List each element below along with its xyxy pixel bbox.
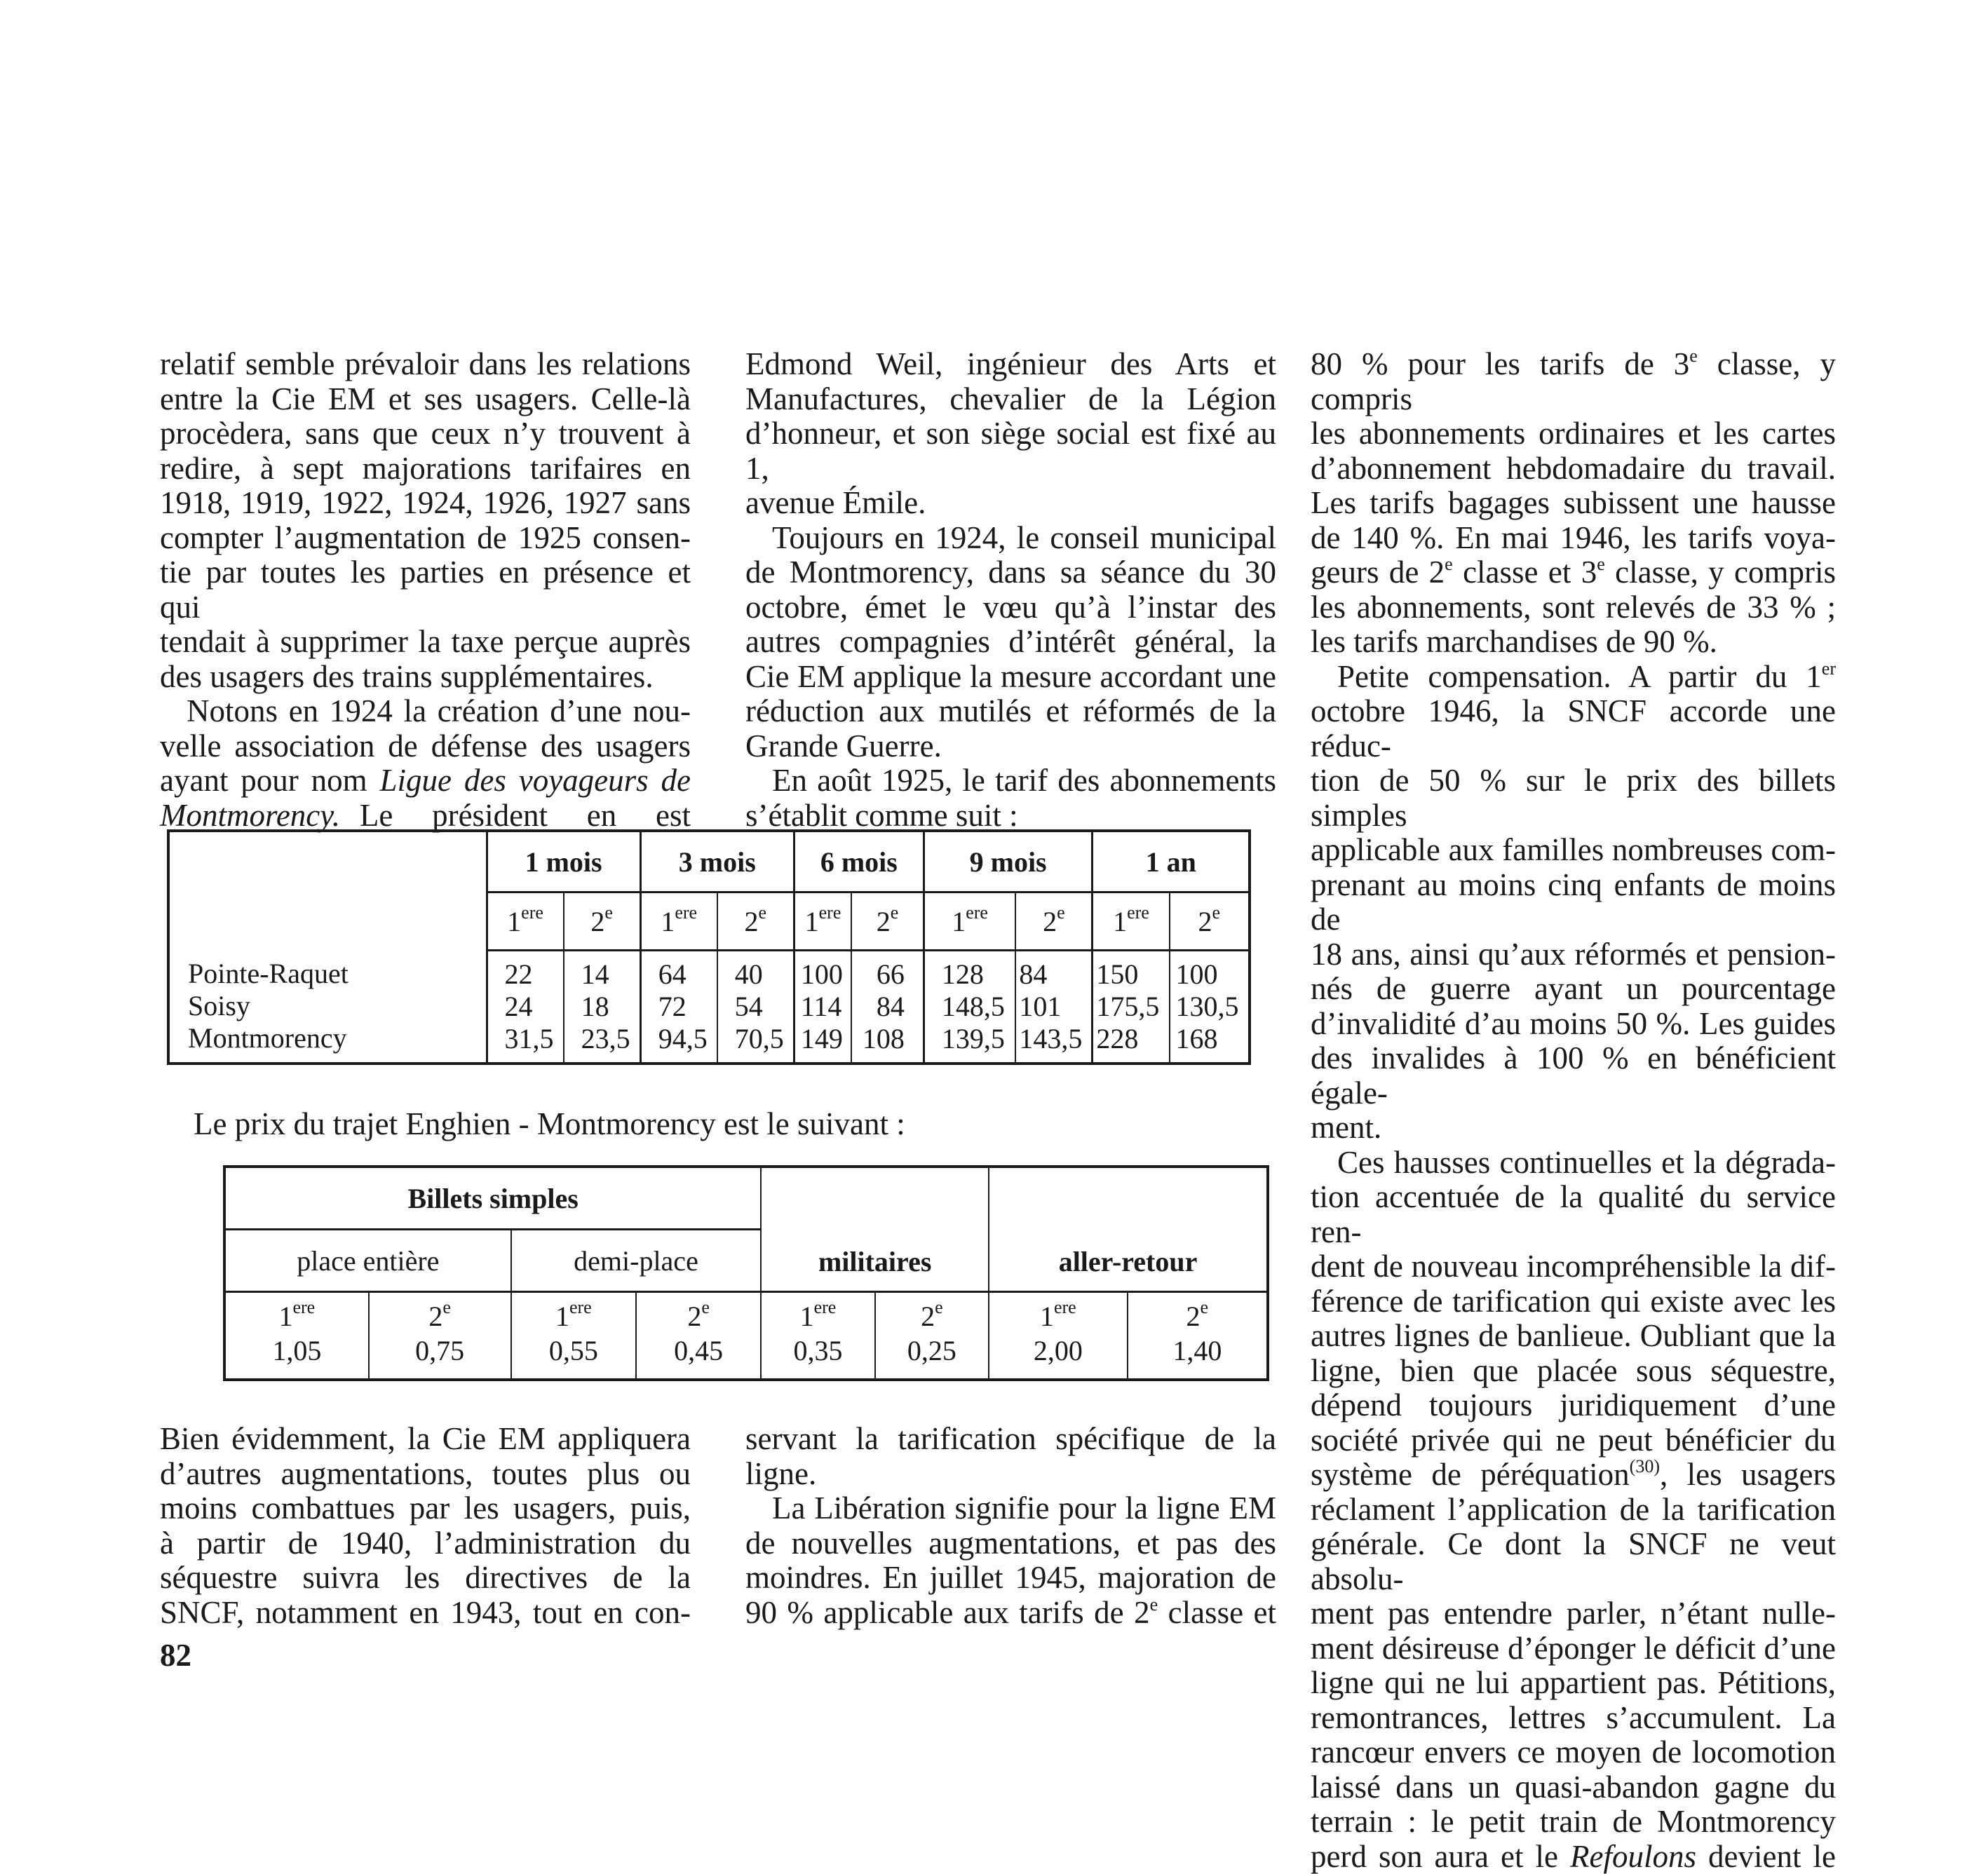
text-line: de 140 %. En mai 1946, les tarifs voya- (1311, 521, 1836, 556)
text-line: ment. (1311, 1111, 1836, 1146)
superscript: ere (819, 902, 841, 923)
price-cell: 128 (942, 958, 1010, 991)
text-line: autres lignes de banlieue. Oubliant que la (1311, 1319, 1836, 1354)
text-line: d’invalidité d’au moins 50 %. Les guides (1311, 1007, 1836, 1042)
price-cell: 0,35 (761, 1333, 874, 1380)
text-line: d’autres augmentations, toutes plus ou (160, 1457, 691, 1492)
class-header (369, 1292, 511, 1334)
class-number: 2 (921, 1301, 935, 1332)
billets-simples-header: Billets simples (224, 1167, 761, 1230)
text-line: générale. Ce dont la SNCF ne veut absolu- (1311, 1527, 1836, 1596)
station-name: Pointe-Raquet (188, 958, 486, 990)
text-span: , les usagers (1660, 1457, 1836, 1492)
text-line: octobre, émet le vœu qu’à l’instar des (745, 590, 1276, 625)
price-cell: 100 (1176, 958, 1244, 991)
station-name: Soisy (188, 990, 486, 1022)
price-cell: 72 (658, 991, 712, 1023)
subscription-tariff-table (167, 829, 1251, 1065)
text-line: férence de tarification qui existe avec les (1311, 1284, 1836, 1319)
superscript: e (1689, 346, 1698, 366)
page-number: 82 (160, 1637, 191, 1673)
text-line: de nouvelles augmentations, et pas des (745, 1526, 1276, 1561)
superscript: e (701, 1297, 710, 1317)
superscript: e (1201, 1297, 1209, 1317)
text-line: avenue Émile. (745, 486, 1276, 521)
price-cell: 24 (505, 991, 559, 1023)
text-line: moins combattues par les usagers, puis, (160, 1491, 691, 1526)
class-header (1093, 892, 1170, 951)
superscript: ere (1054, 1297, 1076, 1317)
text-span: 80 % pour les tarifs de 3 (1311, 346, 1689, 381)
italic-title: Montmorency. (160, 798, 340, 833)
superscript: ere (1127, 902, 1149, 923)
superscript: ere (569, 1297, 592, 1317)
price-column (924, 951, 1015, 1064)
text-line: applicable aux familles nombreuses com- (1311, 833, 1836, 868)
column-1-top (160, 347, 691, 833)
text-line: les abonnements, sont relevés de 33 % ; (1311, 590, 1836, 625)
text-line: tion accentuée de la qualité du service ren- (1311, 1180, 1836, 1249)
superscript: ere (966, 902, 988, 923)
militaires-header: militaires (761, 1167, 989, 1292)
price-column (717, 951, 794, 1064)
text-line: terrain : le petit train de Montmorency (1311, 1805, 1836, 1840)
class-header (640, 892, 717, 951)
table-corner (168, 831, 487, 951)
price-column (564, 951, 641, 1064)
class-number: 1 (507, 906, 521, 937)
table-caption: Le prix du trajet Enghien - Montmorency est le suivant : (194, 1106, 905, 1141)
superscript: e (759, 902, 767, 923)
price-cell: 0,55 (511, 1333, 636, 1380)
period-header: 1 mois (487, 831, 640, 892)
price-cell: 130,5 (1176, 991, 1244, 1023)
superscript: e (1445, 554, 1453, 574)
price-cell: 2,00 (989, 1333, 1128, 1380)
price-cell: 18 (581, 991, 635, 1023)
price-cell: 84 (1019, 958, 1087, 991)
price-cell: 0,25 (875, 1333, 989, 1380)
text-line: prenant au moins cinq enfants de moins de (1311, 868, 1836, 937)
price-column (640, 951, 717, 1064)
class-header (636, 1292, 761, 1334)
text-span: classe, y compris (1311, 346, 1836, 416)
class-header (989, 1292, 1128, 1334)
text-line: Notons en 1924 la création d’une nou- (160, 694, 691, 729)
text-line (1311, 555, 1836, 590)
price-cell: 149 (801, 1023, 846, 1055)
price-cell: 168 (1176, 1023, 1244, 1055)
text-span: devient le (1696, 1839, 1836, 1874)
text-span: geurs de 2 (1311, 555, 1445, 590)
text-line: moindres. En juillet 1945, majoration de (745, 1561, 1276, 1596)
price-cell: 64 (658, 958, 712, 991)
text-line: à partir de 1940, l’administration du (160, 1526, 691, 1561)
price-cell: 148,5 (942, 991, 1010, 1023)
price-cell: 84 (858, 991, 905, 1023)
superscript: ere (521, 902, 543, 923)
text-line: ligne, bien que placée sous séquestre, (1311, 1354, 1836, 1389)
text-span: système de péréquation (1311, 1457, 1630, 1492)
period-header: 6 mois (794, 831, 924, 892)
text-line: remontrances, lettres s’accumulent. La (1311, 1701, 1836, 1736)
column-1-bottom (160, 1422, 691, 1630)
text-line: compter l’augmentation de 1925 consen- (160, 521, 691, 556)
text-line: ligne qui ne lui appartient pas. Pétitions, (1311, 1666, 1836, 1701)
text-line: les abonnements ordinaires et les cartes (1311, 416, 1836, 451)
text-line: En août 1925, le tarif des abonnements (745, 763, 1276, 799)
class-number: 2 (1186, 1301, 1201, 1332)
superscript: ere (675, 902, 697, 923)
period-header: 9 mois (924, 831, 1093, 892)
text-line (160, 799, 691, 834)
text-line: autres compagnies d’intérêt général, la (745, 625, 1276, 660)
price-column (1015, 951, 1093, 1064)
enghien-montmorency-price-table (223, 1165, 1269, 1381)
class-number: 2 (590, 906, 604, 937)
text-line: Cie EM applique la mesure accordant une (745, 660, 1276, 695)
superscript: e (935, 1297, 943, 1317)
price-column (794, 951, 851, 1064)
price-cell: 70,5 (735, 1023, 789, 1055)
italic-word: Refoulons (1570, 1839, 1696, 1874)
class-number: 1 (952, 906, 966, 937)
superscript: e (1212, 902, 1220, 923)
superscript: ere (814, 1297, 837, 1317)
text-line: SNCF, notamment en 1943, tout en con- (160, 1596, 691, 1631)
text-span: classe, y compris (1605, 555, 1836, 590)
period-header: 3 mois (640, 831, 794, 892)
station-names (168, 951, 487, 1064)
superscript: e (1597, 554, 1605, 574)
class-header (224, 1292, 369, 1334)
station-name: Montmorency (188, 1022, 486, 1054)
text-line: Ces hausses continuelles et la dégrada- (1311, 1146, 1836, 1181)
text-line (1311, 347, 1836, 416)
text-line: redire, à sept majorations tarifaires en (160, 451, 691, 487)
price-cell: 228 (1096, 1023, 1164, 1055)
column-2-bottom (745, 1422, 1276, 1630)
text-line: 18 ans, ainsi qu’aux réformés et pension- (1311, 937, 1836, 972)
text-line: d’honneur, et son siège social est fixé au 1, (745, 416, 1276, 486)
price-cell: 0,75 (369, 1333, 511, 1380)
price-cell: 14 (581, 958, 635, 991)
superscript: e (891, 902, 899, 923)
text-line: Toujours en 1924, le conseil municipal (745, 521, 1276, 556)
price-cell: 1,40 (1128, 1333, 1268, 1380)
price-cell: 143,5 (1019, 1023, 1087, 1055)
text-line: ment désireuse d’éponger le déficit d’une (1311, 1631, 1836, 1666)
text-line: entre la Cie EM et ses usagers. Celle-là (160, 382, 691, 417)
text-line: octobre 1946, la SNCF accorde une réduc- (1311, 694, 1836, 763)
text-span: Petite compensation. A partir du 1 (1337, 659, 1822, 694)
price-cell: 114 (801, 991, 846, 1023)
class-header (511, 1292, 636, 1334)
class-number: 2 (745, 906, 759, 937)
class-number: 1 (800, 1301, 814, 1332)
price-cell: 150 (1096, 958, 1164, 991)
text-line: d’abonnement hebdomadaire du travail. (1311, 451, 1836, 487)
price-cell: 0,45 (636, 1333, 761, 1380)
class-header (564, 892, 641, 951)
price-cell: 139,5 (942, 1023, 1010, 1055)
price-cell: 175,5 (1096, 991, 1164, 1023)
class-header (1128, 1292, 1268, 1334)
price-cell: 101 (1019, 991, 1087, 1023)
text-line: tie par toutes les parties en présence et qui (160, 555, 691, 625)
text-line: société privée qui ne peut bénéficier du (1311, 1423, 1836, 1458)
text-line: Grande Guerre. (745, 729, 1276, 764)
class-header (875, 1292, 989, 1334)
price-cell: 40 (735, 958, 789, 991)
price-cell: 94,5 (658, 1023, 712, 1055)
text-span: perd son aura et le (1311, 1839, 1570, 1874)
text-line: dent de nouveau incompréhensible la dif- (1311, 1249, 1836, 1284)
text-line: dépend toujours juridiquement d’une (1311, 1388, 1836, 1423)
price-cell: 23,5 (581, 1023, 635, 1055)
price-cell: 22 (505, 958, 559, 991)
class-number: 2 (1043, 906, 1057, 937)
class-header (487, 892, 564, 951)
class-number: 1 (555, 1301, 569, 1332)
class-header (794, 892, 851, 951)
text-line: tendait à supprimer la taxe perçue auprès (160, 625, 691, 660)
class-number: 1 (805, 906, 819, 937)
text-line: laissé dans un quasi-abandon gagne du (1311, 1770, 1836, 1805)
class-number: 2 (877, 906, 891, 937)
text-line: ment pas entendre parler, n’étant nulle- (1311, 1596, 1836, 1631)
text-line: La Libération signifie pour la ligne EM (745, 1491, 1276, 1526)
class-number: 2 (687, 1301, 701, 1332)
superscript: e (442, 1297, 451, 1317)
text-line (1311, 660, 1836, 695)
class-header (761, 1292, 874, 1334)
price-cell: 31,5 (505, 1023, 559, 1055)
price-column (1093, 951, 1170, 1064)
superscript: ere (292, 1297, 315, 1317)
text-line: velle association de défense des usagers (160, 729, 691, 764)
text-line: Manufactures, chevalier de la Légion (745, 382, 1276, 417)
text-span: ayant pour nom (160, 763, 380, 798)
price-cell: 54 (735, 991, 789, 1023)
text-line: servant la tarification spécifique de la (745, 1422, 1276, 1457)
text-line: Les tarifs bagages subissent une hausse (1311, 486, 1836, 521)
footnote-ref: (30) (1630, 1456, 1660, 1476)
superscript: e (1150, 1594, 1158, 1615)
class-header (1015, 892, 1093, 951)
text-line: procèdera, sans que ceux n’y trouvent à (160, 416, 691, 451)
text-span: Le président en est (340, 798, 691, 833)
text-line: rancœur envers ce moyen de locomotion (1311, 1735, 1836, 1770)
column-3 (1311, 347, 1836, 1874)
price-cell: 100 (801, 958, 846, 991)
text-line: s’établit comme suit : (745, 799, 1276, 834)
class-header (1170, 892, 1250, 951)
superscript: er (1822, 658, 1836, 679)
text-line (1311, 1458, 1836, 1493)
text-line: les tarifs marchandises de 90 %. (1311, 625, 1836, 660)
text-line: de Montmorency, dans sa séance du 30 (745, 555, 1276, 590)
place-entiere-header: place entière (224, 1230, 511, 1292)
price-cell: 108 (858, 1023, 905, 1055)
price-column (1170, 951, 1250, 1064)
text-line: 1918, 1919, 1922, 1924, 1926, 1927 sans (160, 486, 691, 521)
demi-place-header: demi-place (511, 1230, 762, 1292)
price-column (851, 951, 924, 1064)
text-line: des usagers des trains supplémentaires. (160, 660, 691, 695)
text-line: ligne. (745, 1457, 1276, 1492)
text-line: Bien évidemment, la Cie EM appliquera (160, 1422, 691, 1457)
class-header (924, 892, 1015, 951)
text-line: réduction aux mutilés et réformés de la (745, 694, 1276, 729)
price-cell: 1,05 (224, 1333, 369, 1380)
text-line (1311, 1840, 1836, 1874)
superscript: e (1057, 902, 1065, 923)
class-header (851, 892, 924, 951)
class-number: 1 (1040, 1301, 1054, 1332)
text-line (160, 763, 691, 799)
column-2-top (745, 347, 1276, 833)
text-span: 90 % applicable aux tarifs de 2 (745, 1595, 1150, 1630)
class-number: 1 (1113, 906, 1127, 937)
price-cell: 66 (858, 958, 905, 991)
text-span: classe et (1158, 1595, 1276, 1630)
text-line: séquestre suivra les directives de la (160, 1561, 691, 1596)
class-number: 2 (428, 1301, 442, 1332)
class-number: 1 (278, 1301, 292, 1332)
superscript: e (604, 902, 613, 923)
period-header: 1 an (1093, 831, 1250, 892)
text-line (745, 1596, 1276, 1631)
text-line: réclament l’application de la tarification (1311, 1493, 1836, 1528)
text-line: Edmond Weil, ingénieur des Arts et (745, 347, 1276, 382)
text-span: classe et 3 (1453, 555, 1597, 590)
aller-retour-header: aller-retour (989, 1167, 1268, 1292)
text-line: nés de guerre ayant un pourcentage (1311, 972, 1836, 1007)
text-line: des invalides à 100 % en bénéficient égale- (1311, 1041, 1836, 1111)
text-line: tion de 50 % sur le prix des billets simples (1311, 763, 1836, 833)
class-header (717, 892, 794, 951)
class-number: 2 (1198, 906, 1212, 937)
price-column (487, 951, 564, 1064)
class-number: 1 (661, 906, 675, 937)
italic-title: Ligue des voyageurs de (380, 763, 691, 798)
text-line: relatif semble prévaloir dans les relations (160, 347, 691, 382)
